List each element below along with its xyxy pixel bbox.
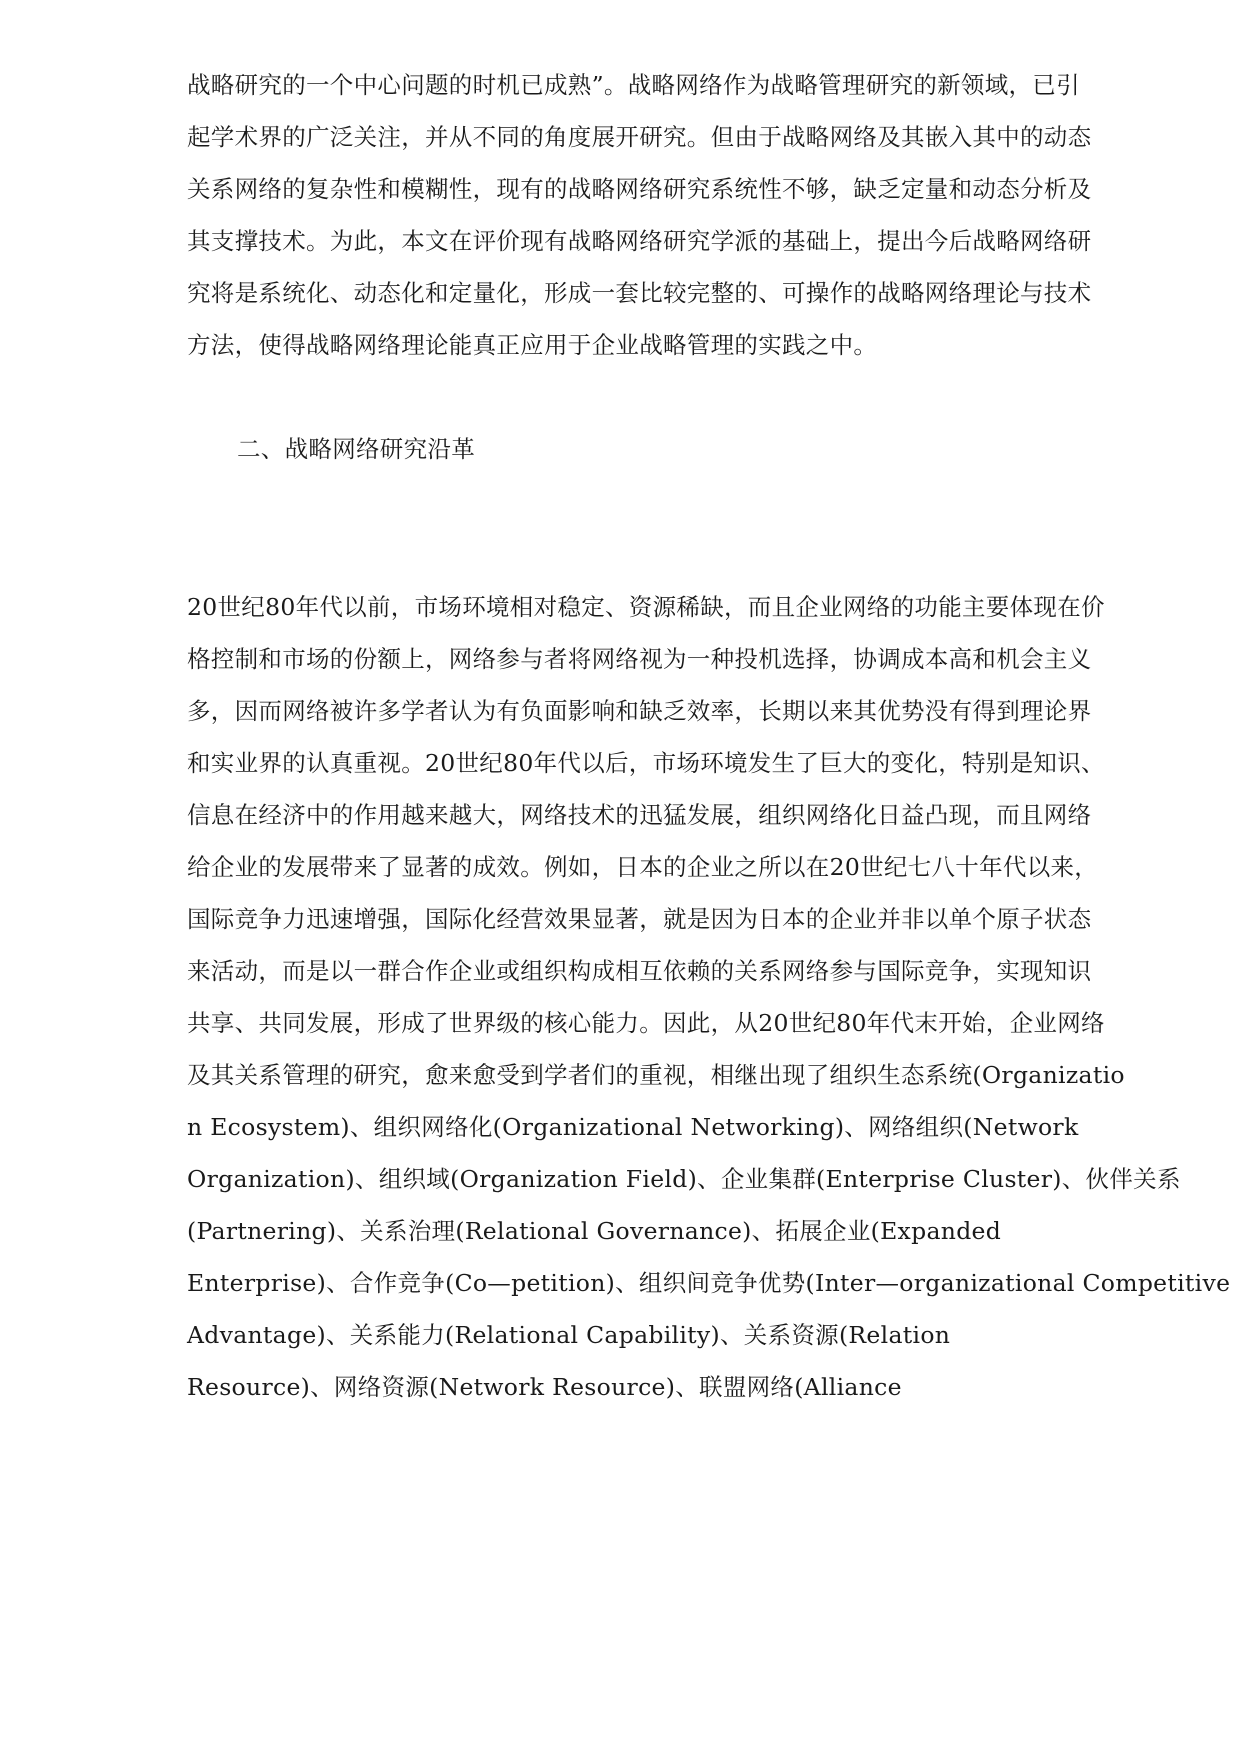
paragraph-1-line-5: 究将是系统化、动态化和定量化，形成一套比较完整的、可操作的战略网络理论与技术 bbox=[187, 279, 1092, 307]
paragraph-2-line-6: 给企业的发展带来了显著的成效。例如，日本的企业之所以在20世纪七八十年代以来， bbox=[187, 853, 1099, 881]
paragraph-2-line-14: Enterprise)、合作竞争(Co—petition)、组织间竞争优势(Inter—organizational Competitive bbox=[187, 1269, 1231, 1297]
paragraph-1-line-4: 其支撑技术。为此，本文在评价现有战略网络研究学派的基础上，提出今后战略网络研 bbox=[187, 227, 1092, 255]
paragraph-2-line-16: Resource)、网络资源(Network Resource)、联盟网络(Alliance bbox=[187, 1373, 902, 1401]
paragraph-2-line-13: (Partnering)、关系治理(Relational Governance)、拓展企业(Expanded bbox=[187, 1217, 1002, 1245]
paragraph-2-line-3: 多，因而网络被许多学者认为有负面影响和缺乏效率，长期以来其优势没有得到理论界 bbox=[187, 697, 1092, 725]
paragraph-2-line-1: 20世纪80年代以前，市场环境相对稳定、资源稀缺，而且企业网络的功能主要体现在价 bbox=[187, 593, 1105, 621]
section-heading: 二、战略网络研究沿革 bbox=[237, 435, 475, 463]
paragraph-2-line-5: 信息在经济中的作用越来越大，网络技术的迅猛发展，组织网络化日益凸现，而且网络 bbox=[187, 801, 1092, 829]
paragraph-1-line-3: 关系网络的复杂性和模糊性，现有的战略网络研究系统性不够，缺乏定量和动态分析及 bbox=[187, 175, 1092, 203]
paragraph-2-line-12: Organization)、组织域(Organization Field)、企业集群(Enterprise Cluster)、伙伴关系 bbox=[187, 1165, 1181, 1193]
paragraph-2-line-15: Advantage)、关系能力(Relational Capability)、关系资源(Relation bbox=[187, 1321, 951, 1349]
paragraph-1-line-1: 战略研究的一个中心问题的时机已成熟”。战略网络作为战略管理研究的新领域，已引 bbox=[187, 71, 1080, 99]
paragraph-2-line-9: 共享、共同发展，形成了世界级的核心能力。因此，从20世纪80年代末开始，企业网络 bbox=[187, 1009, 1105, 1037]
paragraph-1-line-6: 方法，使得战略网络理论能真正应用于企业战略管理的实践之中。 bbox=[187, 331, 878, 359]
paragraph-2-line-11: n Ecosystem)、组织网络化(Organizational Networking)、网络组织(Network bbox=[187, 1113, 1079, 1141]
paragraph-2-line-4: 和实业界的认真重视。20世纪80年代以后，市场环境发生了巨大的变化，特别是知识、 bbox=[187, 749, 1105, 777]
paragraph-2-line-7: 国际竞争力迅速增强，国际化经营效果显著，就是因为日本的企业并非以单个原子状态 bbox=[187, 905, 1092, 933]
paragraph-1-line-2: 起学术界的广泛关注，并从不同的角度展开研究。但由于战略网络及其嵌入其中的动态 bbox=[187, 123, 1092, 151]
paragraph-2-line-2: 格控制和市场的份额上，网络参与者将网络视为一种投机选择，协调成本高和机会主义 bbox=[187, 645, 1092, 673]
paragraph-2-line-8: 来活动，而是以一群合作企业或组织构成相互依赖的关系网络参与国际竞争，实现知识 bbox=[187, 957, 1092, 985]
paragraph-2-line-10: 及其关系管理的研究，愈来愈受到学者们的重视，相继出现了组织生态系统(Organizatio bbox=[187, 1061, 1125, 1089]
